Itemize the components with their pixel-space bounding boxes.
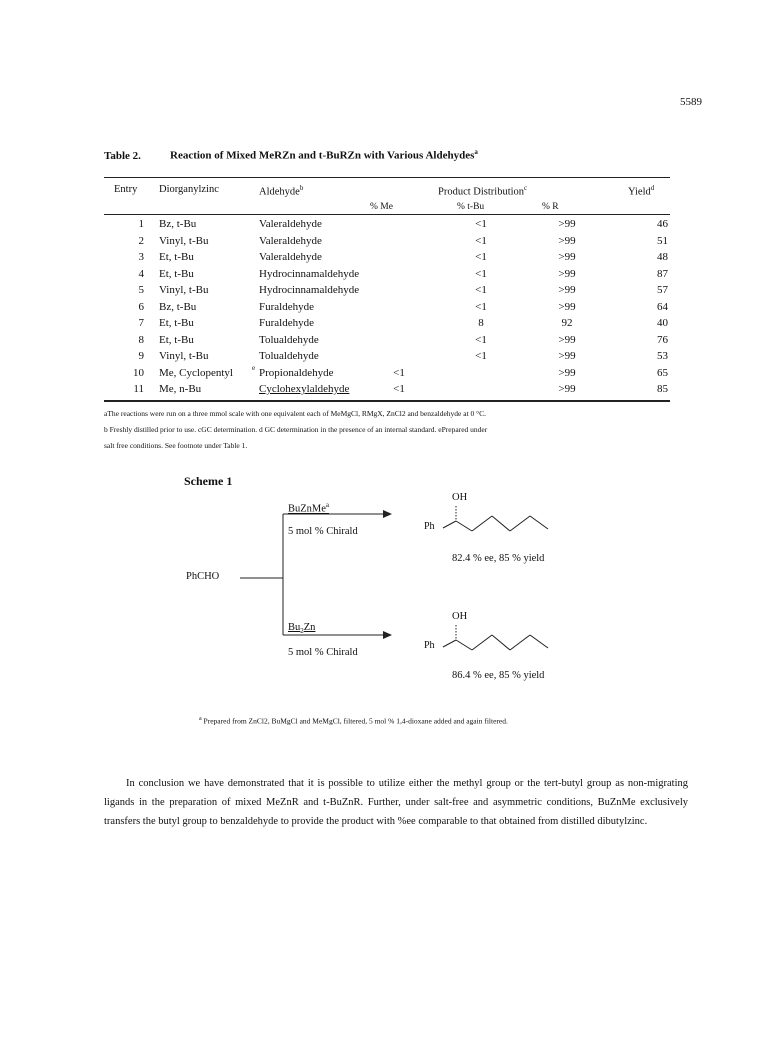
cell-percent-r: >99 [558,218,576,230]
cell-percent-r: >99 [558,234,576,247]
scheme-top-catalyst: 5 mol % Chirald [288,526,358,537]
arrow-head-bottom [383,631,392,639]
header-aldehyde: Aldehyde$^b$ [259,184,304,198]
product-structure-bottom [443,625,548,650]
cell-diorganylzinc: Me, Cyclopentyl [159,366,233,379]
cell-percent-r: 92 [561,317,573,329]
scheme-footnote-text: Prepared from ZnCl2, BuMgCl and MeMgCl, filtered, 5 mol % 1,4-dioxane added and again filtered. [203,716,508,726]
header-entry: Entry [114,184,138,195]
scheme-title: Scheme 1 [184,474,233,488]
scheme-top-result: 82.4 % ee, 85 % yield [452,553,545,564]
table-footnote-line: salt free conditions. See footnote under Table 1. [104,441,248,450]
cell-entry: 7 [138,317,144,329]
conclusion-paragraph: In conclusion we have demonstrated that it is possible to utilize either the methyl group or the tert-butyl group as non-migrating ligands in the preparation of mixed MeZnR and t-BuZnR. Further, under salt-free and asymmetric conditions, BuZnMe exclusively transfers the butyl group to benzaldehyde to provide the product with %ee comparable to that obtained from distilled dibutylzinc. [104,778,688,827]
cell-aldehyde: Hydrocinnamaldehyde [259,284,360,296]
cell-yield: 48 [657,251,668,263]
table-title-footnote-mark: a [474,148,478,156]
cell-percent-r: >99 [558,284,576,296]
cell-entry: 10 [133,366,144,379]
product-structure-top [443,506,548,531]
cell-aldehyde: Valeraldehyde [259,234,322,247]
cell-percent-tbu: <1 [475,333,487,346]
cell-yield: 64 [657,300,668,313]
cell-percent-tbu: <1 [475,251,487,263]
scheme-footnote-mark: a [199,716,202,722]
cell-percent-r: >99 [558,267,576,280]
cell-yield: 76 [657,333,668,346]
cell-entry: 8 [138,333,144,346]
cell-entry: 6 [138,300,144,313]
header-diorganylzinc: Diorganylzinc [159,184,219,195]
scheme-start-compound: PhCHO [186,571,220,582]
cell-entry: 11 [133,383,144,395]
cell-percent-tbu: <1 [475,267,487,280]
cell-aldehyde: Propionaldehyde [259,366,334,379]
cell-aldehyde: Hydrocinnamaldehyde [259,267,360,280]
arrow-head-top [383,510,392,518]
page-number: 5589 [680,96,702,108]
cell-diorganylzinc: Me, n-Bu [159,383,202,395]
cell-diorganylzinc: Bz, t-Bu [159,300,197,313]
scheme-bottom-ph-label: Ph [424,640,435,651]
scheme-footnote [199,712,559,729]
cell-diorganylzinc: Bz, t-Bu [159,218,197,230]
cell-diorganylzinc: Et, t-Bu [159,251,194,263]
cell-footnote-mark: e [252,363,256,372]
cell-aldehyde: Furaldehyde [259,317,314,329]
cell-entry: 3 [138,251,144,263]
cell-diorganylzinc: Vinyl, t-Bu [159,284,209,296]
cell-percent-me: <1 [393,366,405,379]
cell-entry: 5 [138,284,144,296]
cell-yield: 40 [657,317,668,329]
header-product-distribution: Product Distribution$^c$ [438,184,528,198]
cell-yield: 57 [657,284,668,296]
scheme-top-ph-label: Ph [424,521,435,532]
cell-percent-tbu: <1 [475,284,487,296]
cell-diorganylzinc: Et, t-Bu [159,333,194,346]
cell-percent-tbu: <1 [475,350,487,362]
cell-percent-tbu: <1 [475,300,487,313]
table-title: Reaction of Mixed MeRZn and t-BuRZn with Various Aldehydes [170,149,475,162]
cell-diorganylzinc: Et, t-Bu [159,317,194,329]
cell-aldehyde: Valeraldehyde [259,218,322,230]
scheme-top-reagent: BuZnMe$^a$ [288,501,330,515]
header-yield: Yield$^d$ [628,184,655,198]
cell-diorganylzinc: Vinyl, t-Bu [159,350,209,362]
cell-percent-tbu: <1 [475,234,487,247]
cell-percent-r: >99 [558,251,576,263]
scheme-bottom-catalyst: 5 mol % Chirald [288,647,358,658]
cell-entry: 9 [138,350,144,362]
cell-entry: 2 [138,234,144,247]
cell-yield: 53 [657,350,668,362]
cell-percent-r: >99 [558,300,576,313]
table-footnote-line: b Freshly distilled prior to use. cGC determination. d GC determination in the presence of an internal standard. ePrepared under [104,425,488,434]
cell-aldehyde: Tolualdehyde [259,333,319,346]
cell-aldehyde: Furaldehyde [259,300,314,313]
cell-percent-me: <1 [393,383,405,395]
cell-diorganylzinc: Vinyl, t-Bu [159,234,209,247]
table-number: Table 2. [104,149,141,162]
cell-percent-r: >99 [558,366,576,379]
scheme-bottom-oh-label: OH [452,611,468,622]
scheme-bottom-reagent: $Bu_2Zn$ [288,622,316,636]
cell-yield: 46 [657,218,668,230]
cell-percent-tbu: <1 [475,218,487,230]
cell-yield: 51 [657,234,668,247]
table-footnote-line: aThe reactions were run on a three mmol scale with one equivalent each of MeMgCl, RMgX, ZnCl2 and benzaldehyde at 0 °C. [104,409,487,418]
cell-aldehyde: Tolualdehyde [259,350,319,362]
scheme-top-oh-label: OH [452,492,468,503]
cell-diorganylzinc: Et, t-Bu [159,267,194,280]
cell-yield: 85 [657,383,668,395]
subheader-percent-tbu: % t-Bu [457,202,485,212]
cell-yield: 65 [657,366,668,379]
subheader-percent-r: % R [542,202,559,212]
scheme-bottom-result: 86.4 % ee, 85 % yield [452,670,545,681]
cell-percent-tbu: 8 [478,317,484,329]
cell-yield: 87 [657,267,668,280]
cell-percent-r: >99 [558,333,576,346]
cell-entry: 1 [138,218,144,230]
cell-percent-r: >99 [558,383,576,395]
cell-aldehyde: Cyclohexylaldehyde [259,383,350,395]
subheader-percent-me: % Me [370,202,393,212]
cell-aldehyde: Valeraldehyde [259,251,322,263]
cell-percent-r: >99 [558,350,576,362]
cell-entry: 4 [138,267,144,280]
